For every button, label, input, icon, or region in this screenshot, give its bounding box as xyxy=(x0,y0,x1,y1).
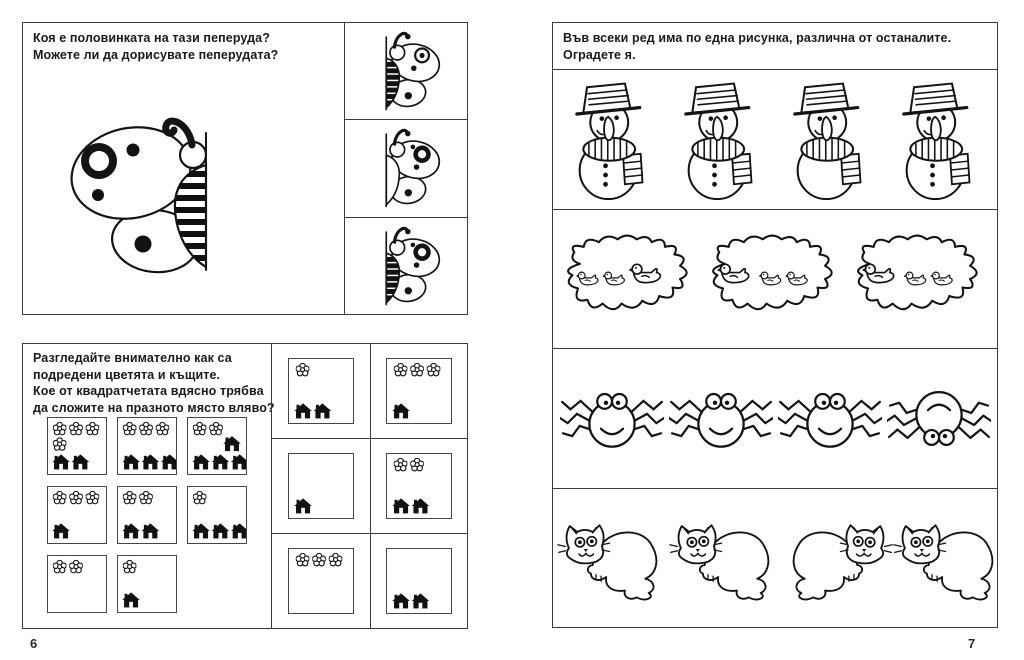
house-icon xyxy=(223,436,241,451)
cat-drawing xyxy=(669,514,781,601)
flower-icon xyxy=(53,491,66,503)
flower-icon xyxy=(329,553,342,566)
pattern-instruction-line4: да сложите на празното място вляво? xyxy=(33,400,275,415)
spider-figure-1[interactable] xyxy=(560,376,664,461)
house-icon xyxy=(52,454,70,469)
flower-icon xyxy=(394,363,407,376)
flower-icon xyxy=(139,491,152,503)
house-icon xyxy=(72,454,90,469)
house-icon xyxy=(122,523,140,538)
pattern-options-right-column xyxy=(370,344,468,628)
flower-icon xyxy=(69,560,82,572)
flower-icon xyxy=(123,422,136,434)
spider-drawing xyxy=(778,376,882,461)
pattern-option-left-2[interactable] xyxy=(272,439,370,534)
spider-drawing xyxy=(560,376,664,461)
butterfly-half-drawing xyxy=(367,220,445,312)
pattern-option-square[interactable] xyxy=(288,358,354,424)
pattern-options-left-column xyxy=(272,344,370,628)
pattern-instruction-line3: Кое от квадратчетата вдясно трябва xyxy=(33,384,264,398)
flower-icon xyxy=(53,560,66,572)
flower-icon xyxy=(296,553,309,566)
house-icon xyxy=(411,498,429,513)
house-icon xyxy=(392,403,410,418)
house-icon xyxy=(231,454,246,469)
cat-figure-1[interactable] xyxy=(557,514,669,601)
house-icon xyxy=(212,523,230,538)
pattern-instruction-line2: подредени цветята и къщите. xyxy=(33,367,221,382)
house-icon xyxy=(231,523,246,538)
page-number-right: 7 xyxy=(968,636,976,651)
row-spiders xyxy=(553,349,997,489)
flower-icon xyxy=(193,491,206,503)
spider-figure-4[interactable] xyxy=(887,376,991,461)
flower-icon xyxy=(427,363,440,376)
house-icon xyxy=(192,523,210,538)
butterfly-question-line2: Можете ли да дорисувате пеперудата? xyxy=(33,47,279,62)
house-icon xyxy=(294,498,312,513)
flower-icon xyxy=(86,422,99,434)
cat-drawing xyxy=(557,514,669,601)
house-icon xyxy=(392,498,410,513)
house-icon xyxy=(122,454,140,469)
cat-drawing xyxy=(781,514,893,601)
flower-icon xyxy=(123,560,136,572)
pattern-grid xyxy=(47,417,247,613)
spider-drawing xyxy=(669,376,773,461)
butterfly-option-3[interactable] xyxy=(345,218,467,314)
snowman-drawing xyxy=(671,78,771,200)
pattern-grid-cell-r1c1 xyxy=(47,417,107,475)
flower-icon xyxy=(69,422,82,434)
row-cats xyxy=(553,489,997,628)
row-snowmen xyxy=(553,70,997,210)
odd-instruction-line1: Във всеки ред има по една рисунка, различна от останалите. xyxy=(563,31,952,45)
snowman-drawing xyxy=(889,78,989,200)
flower-icon xyxy=(410,363,423,376)
snowman-drawing xyxy=(562,78,662,200)
pattern-option-square[interactable] xyxy=(386,358,452,424)
snowman-figure-3[interactable] xyxy=(780,78,880,200)
flower-icon xyxy=(123,491,136,503)
duck-pond-drawing xyxy=(559,228,701,330)
pattern-grid-cell-r2c3 xyxy=(187,486,247,544)
flower-icon xyxy=(86,491,99,503)
house-icon xyxy=(142,454,160,469)
duck-pond-drawing xyxy=(704,228,846,330)
flower-icon xyxy=(209,422,222,434)
pattern-option-square[interactable] xyxy=(386,453,452,519)
pattern-instruction-line1: Разгледайте внимателно как са xyxy=(33,351,232,365)
pattern-grid-cell-r3c2 xyxy=(117,555,177,613)
flower-icon xyxy=(410,458,423,471)
cat-drawing xyxy=(893,514,1005,601)
flower-icon xyxy=(312,553,325,566)
butterfly-option-1[interactable] xyxy=(345,23,467,120)
house-icon xyxy=(142,523,160,538)
spider-drawing xyxy=(887,376,991,461)
pattern-option-square[interactable] xyxy=(386,548,452,614)
pattern-option-square[interactable] xyxy=(288,453,354,519)
house-icon xyxy=(212,454,230,469)
flower-icon xyxy=(296,363,309,376)
snowman-figure-4[interactable] xyxy=(889,78,989,200)
pattern-grid-cell-r2c1 xyxy=(47,486,107,544)
duck-pond-figure-2[interactable] xyxy=(704,228,846,330)
house-icon xyxy=(122,592,140,607)
snowman-figure-1[interactable] xyxy=(562,78,662,200)
house-icon xyxy=(411,593,429,608)
house-icon xyxy=(392,593,410,608)
house-icon xyxy=(294,403,312,418)
flower-icon xyxy=(69,491,82,503)
snowman-figure-2[interactable] xyxy=(671,78,771,200)
flower-icon xyxy=(139,422,152,434)
odd-one-out-box xyxy=(552,22,998,628)
snowman-drawing xyxy=(780,78,880,200)
pattern-options xyxy=(271,344,467,628)
butterfly-half-drawing xyxy=(367,25,445,117)
house-icon xyxy=(52,523,70,538)
house-icon xyxy=(192,454,210,469)
row-duck-ponds xyxy=(553,210,997,350)
pattern-empty-slot[interactable] xyxy=(187,555,247,613)
duck-pond-figure-1[interactable] xyxy=(559,228,701,330)
spider-figure-3[interactable] xyxy=(778,376,882,461)
butterfly-question-text xyxy=(33,30,278,63)
half-butterfly-drawing xyxy=(43,103,233,288)
odd-instruction-line2: Оградете я. xyxy=(563,47,636,62)
butterfly-options-column xyxy=(344,23,467,314)
pattern-grid-cell-r2c2 xyxy=(117,486,177,544)
cat-figure-3[interactable] xyxy=(781,514,893,601)
flower-icon xyxy=(193,422,206,434)
flower-icon xyxy=(394,458,407,471)
house-icon xyxy=(313,403,331,418)
pattern-option-square[interactable] xyxy=(288,548,354,614)
pattern-grid-cell-r1c3 xyxy=(187,417,247,475)
duck-pond-drawing xyxy=(849,228,991,330)
butterfly-half-drawing xyxy=(367,122,445,214)
pattern-grid-cell-r3c1 xyxy=(47,555,107,613)
pattern-option-right-3[interactable] xyxy=(371,534,468,628)
pattern-option-right-1[interactable] xyxy=(371,344,468,439)
flower-icon xyxy=(53,422,66,434)
pattern-option-left-1[interactable] xyxy=(272,344,370,439)
pattern-puzzle-box xyxy=(22,343,468,629)
page-number-left: 6 xyxy=(30,636,38,651)
pattern-grid-cell-r1c2 xyxy=(117,417,177,475)
odd-instruction-text xyxy=(553,23,997,70)
house-icon xyxy=(161,454,176,469)
cat-figure-2[interactable] xyxy=(669,514,781,601)
butterfly-option-2[interactable] xyxy=(345,120,467,217)
flower-icon xyxy=(53,438,66,450)
butterfly-question-line1: Коя е половинката на тази пеперуда? xyxy=(33,31,270,45)
pattern-instruction-text xyxy=(33,350,275,416)
flower-icon xyxy=(156,422,169,434)
cat-figure-4[interactable] xyxy=(893,514,1005,601)
spider-figure-2[interactable] xyxy=(669,376,773,461)
duck-pond-figure-3[interactable] xyxy=(849,228,991,330)
butterfly-puzzle-box xyxy=(22,22,468,315)
pattern-option-right-2[interactable] xyxy=(371,439,468,534)
pattern-option-left-3[interactable] xyxy=(272,534,370,628)
